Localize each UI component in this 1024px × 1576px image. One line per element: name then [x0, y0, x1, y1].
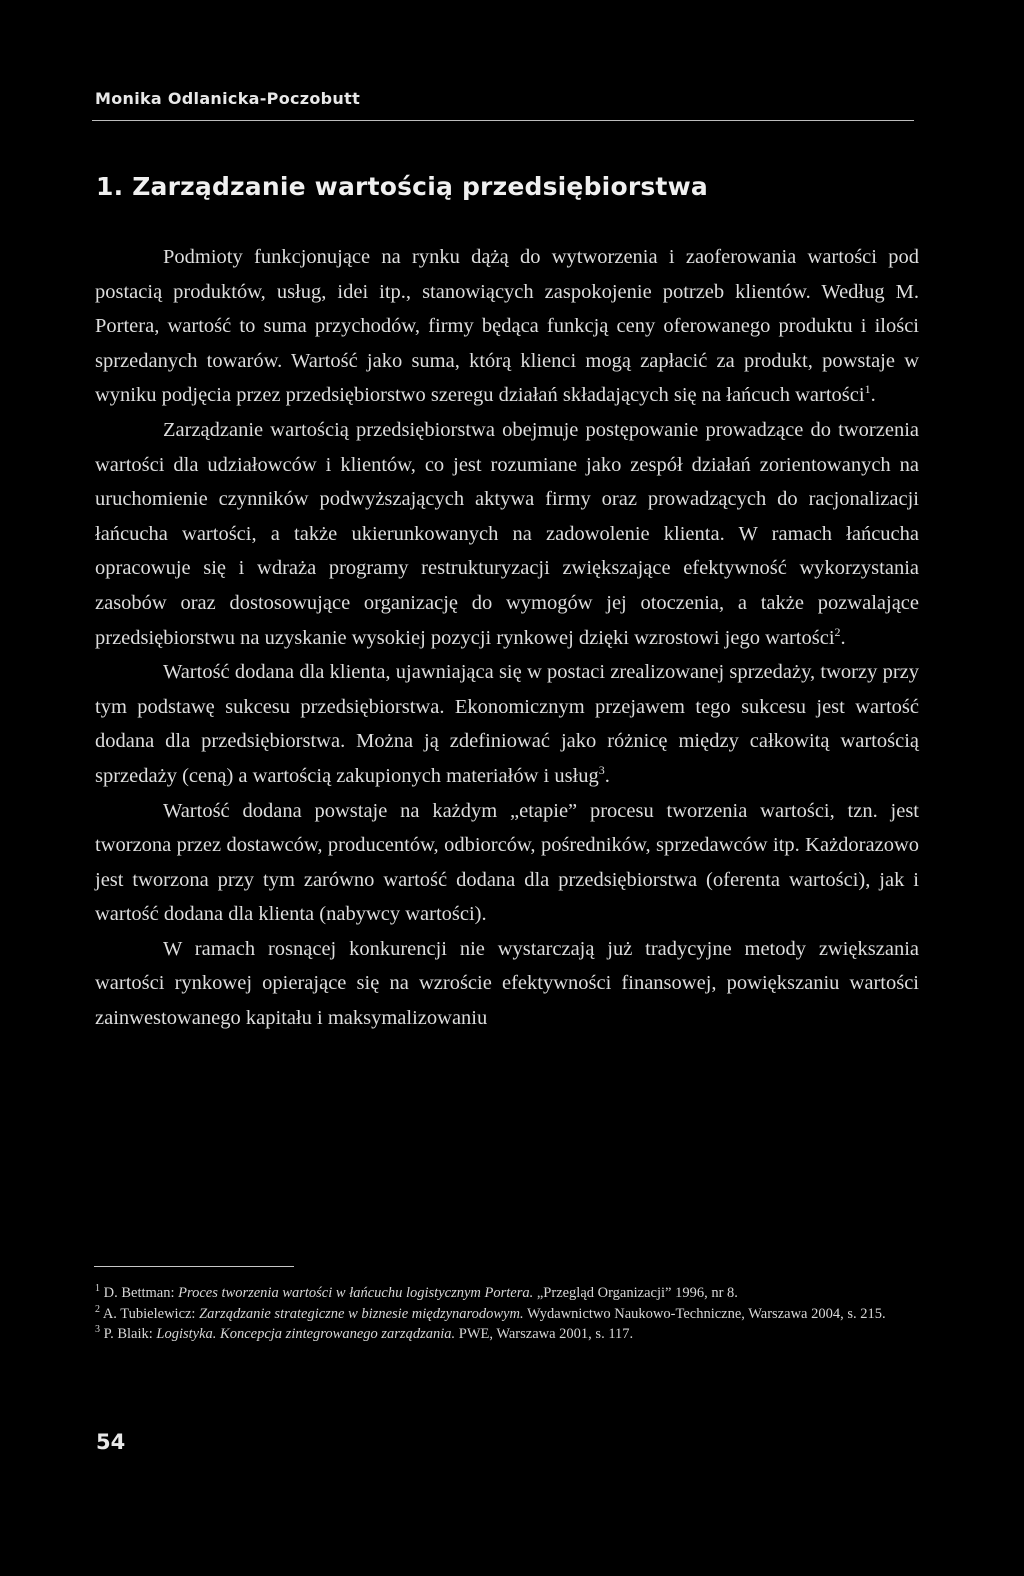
- footnote-item: $^3$ P. Blaik: Logistyka. Koncepcja zintegrowanego zarządzania. PWE, Warszawa 2001, s. 117.: [95, 1324, 634, 1342]
- header-divider: [92, 120, 914, 121]
- footnote-item: $^1$ D. Bettman: Proces tworzenia wartości w łańcuchu logistycznym Portera. „Przegląd Organizacji” 1996, nr 8.: [95, 1283, 738, 1301]
- body-text: [95, 240, 919, 1036]
- footnotes: [95, 1283, 919, 1345]
- paragraph: Podmioty funkcjonujące na rynku dążą do wytworzenia i zaoferowania wartości pod postacią produktów, usług, idei itp., stanowiących zaspokojenie potrzeb klientów. Według M. Portera, wartość to suma przychodów, firmy będąca funkcją ceny oferowanego produktu i ilości sprzedanych towarów. Wartość jako suma, którą klienci mogą zapłacić za produkt, powstaje w wyniku podjęcia przez przedsiębiorstwo szeregu działań składających się na łańcuch wartości$^1$.: [95, 246, 919, 407]
- paragraph: Zarządzanie wartością przedsiębiorstwa obejmuje postępowanie prowadzące do tworzenia wartości dla udziałowców i klientów, co jest rozumiane jako zespół działań zorientowanych na uruchomienie czynników podwyższających aktywa firmy oraz prowadzących do racjonalizacji łańcucha wartości, a także ukierunkowanych na zadowolenie klienta. W ramach łańcucha opracowuje się i wdraża programy restrukturyzacji zwiększające efektywność wykorzystania zasobów oraz dostosowujące organizację do wymogów jej otoczenia, a także pozwalające przedsiębiorstwu na uzyskanie wysokiej pozycji rynkowej dzięki wzrostowi jego wartości$^2$.: [95, 418, 919, 649]
- paragraph: Wartość dodana dla klienta, ujawniająca się w postaci zrealizowanej sprzedaży, tworzy przy tym podstawę sukcesu przedsiębiorstwa. Ekonomicznym przejawem tego sukcesu jest wartość dodana dla przedsiębiorstwa. Można ją zdefiniować jako różnicę między całkowitą wartością sprzedaży (ceną) a wartością zakupionych materiałów i usług$^3$.: [95, 661, 919, 787]
- paragraph: W ramach rosnącej konkurencji nie wystarczają już tradycyjne metody zwiększania wartości rynkowej opierające się na wzroście efektywności finansowej, powiększaniu wartości zainwestowanego kapitału i maksymalizowaniu: [95, 937, 919, 1030]
- footnote-item: $^2$ A. Tubielewicz: Zarządzanie strategiczne w biznesie międzynarodowym. Wydawnictwo Naukowo-Techniczne, Warszawa 2004, s. 215.: [95, 1303, 886, 1322]
- paragraph: Wartość dodana powstaje na każdym „etapie” procesu tworzenia wartości, tzn. jest tworzona przez dostawców, producentów, odbiorców, pośredników, sprzedawców itp. Każdorazowo jest tworzona przy tym zarówno wartość dodana dla przedsiębiorstwa (oferenta wartości), jak i wartość dodana dla klienta (nabywcy wartości).: [95, 799, 919, 926]
- footnote-ref[interactable]: 1: [864, 382, 871, 397]
- chapter-title: 1. Zarządzanie wartością przedsiębiorstwa: [96, 172, 708, 201]
- footnote-ref[interactable]: 2: [834, 624, 841, 639]
- footnote-divider: [94, 1266, 294, 1267]
- page-number: 54: [96, 1430, 126, 1454]
- running-header: Monika Odlanicka-Poczobutt: [95, 89, 361, 108]
- footnote-ref[interactable]: 3: [598, 763, 605, 778]
